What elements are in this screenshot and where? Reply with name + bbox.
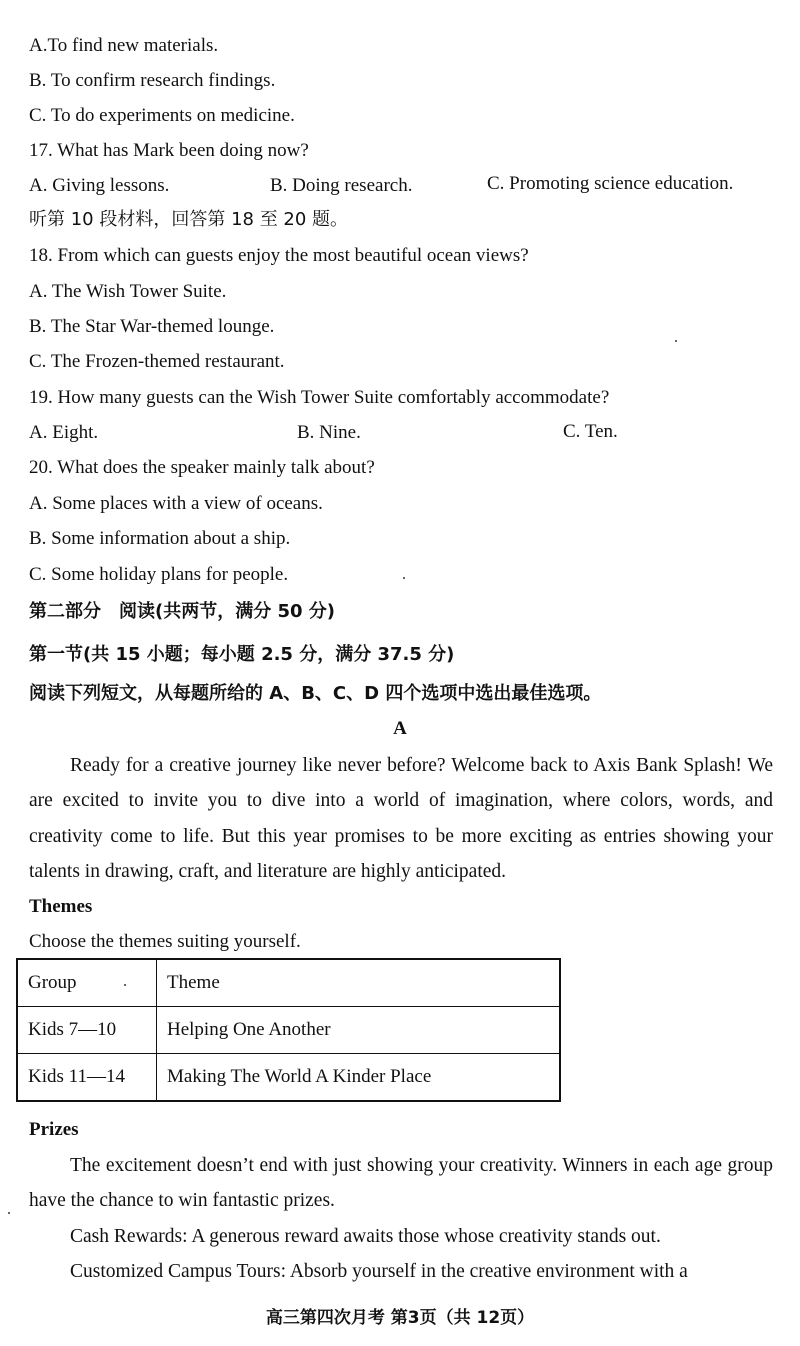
scan-speck [675,340,677,342]
table-cell-group: Kids 11—14 [17,1054,157,1102]
table-cell-group: Kids 7—10 [17,1007,157,1054]
prizes-intro: The excitement doesn’t end with just showing your creativity. Winners in each age group have the chance to win fantastic prizes. [29,1155,773,1212]
part2-heading: 第二部分 阅读(共两节，满分 50 分) [29,601,336,622]
q18-question: 18. From which can guests enjoy the most beautiful ocean views? [29,245,529,266]
prize-cash-rewards: Cash Rewards: A generous reward awaits those whose creativity stands out. [70,1226,661,1247]
table-header-row [17,959,560,1007]
prize-campus-tours: Customized Campus Tours: Absorb yourself in the creative environment with a [70,1261,688,1282]
part2-instruction: 阅读下列短文，从每题所给的 A、B、C、D 四个选项中选出最佳选项。 [29,683,602,704]
q19-question: 19. How many guests can the Wish Tower Suite comfortably accommodate? [29,387,610,408]
table-row [17,1054,560,1102]
table-cell-theme: Helping One Another [157,1007,561,1054]
q19-option-c: C. Ten. [563,421,618,442]
q17-option-b: B. Doing research. [270,175,413,196]
q17-option-a: A. Giving lessons. [29,175,170,196]
table-row [17,1007,560,1054]
q18-option-a: A. The Wish Tower Suite. [29,281,227,302]
q17-option-c: C. Promoting science education. [487,173,734,194]
q16-option-c: C. To do experiments on medicine. [29,105,295,126]
prizes-heading: Prizes [29,1119,79,1140]
q18-option-c: C. The Frozen-themed restaurant. [29,351,285,372]
table-header-theme: Theme [157,959,561,1007]
scan-speck [8,1212,10,1214]
page-footer: 高三第四次月考 第3页（共 12页） [265,1308,535,1328]
table-header-group: Group [17,959,157,1007]
section10-instruction: 听第 10 段材料，回答第 18 至 20 题。 [29,209,349,230]
q17-question: 17. What has Mark been doing now? [29,140,309,161]
part2-section1: 第一节(共 15 小题；每小题 2.5 分，满分 37.5 分) [29,644,455,665]
passage-intro: Ready for a creative journey like never before? Welcome back to Axis Bank Splash! We are excited to invite you to dive into a world of imagination, where colors, words, and creativity come to life. But this year promises to be more exciting as entries showing your talents in drawing, craft, and literature are highly anticipated. [29,755,773,882]
q16-option-b: B. To confirm research findings. [29,70,276,91]
q19-option-a: A. Eight. [29,422,99,443]
q20-option-a: A. Some places with a view of oceans. [29,493,323,514]
q20-question: 20. What does the speaker mainly talk about? [29,457,375,478]
themes-subheading: Choose the themes suiting yourself. [29,931,301,952]
q20-option-b: B. Some information about a ship. [29,528,291,549]
table-cell-theme: Making The World A Kinder Place [157,1054,561,1102]
scan-speck [403,577,405,579]
themes-heading: Themes [29,896,93,917]
q20-option-c: C. Some holiday plans for people. [29,564,289,585]
scan-speck [124,984,126,986]
themes-table [16,958,561,1102]
passage-letter: A [393,718,407,739]
q19-option-b: B. Nine. [297,422,361,443]
q16-option-a: A.To find new materials. [29,35,219,56]
q18-option-b: B. The Star War-themed lounge. [29,316,275,337]
